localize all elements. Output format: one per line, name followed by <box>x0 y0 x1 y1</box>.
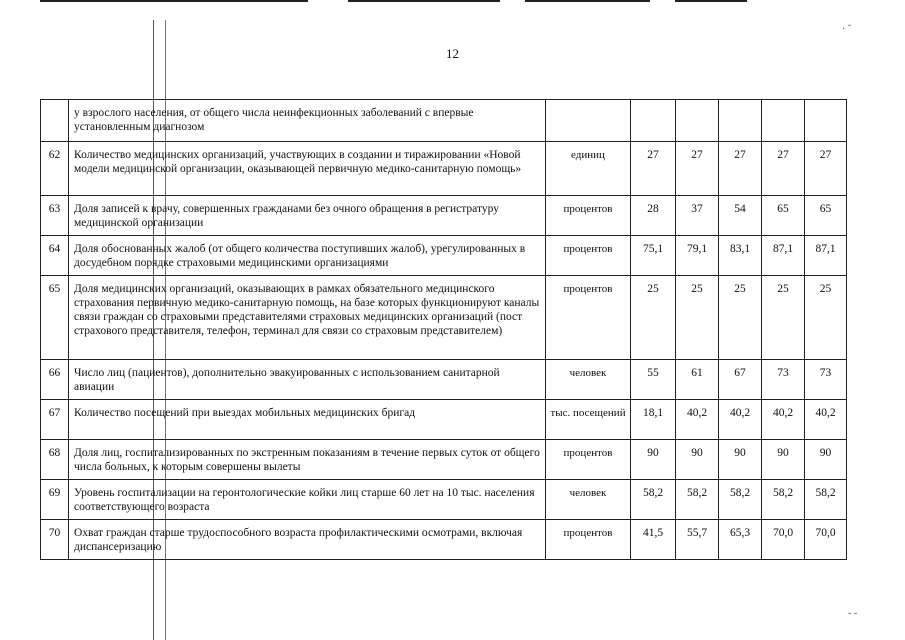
indicator-value: 58,2 <box>719 480 762 520</box>
unit-of-measure: единиц <box>546 142 631 196</box>
indicator-value <box>719 100 762 142</box>
indicator-name: Доля записей к врачу, совершенных гражданами без очного обращения в регистратуру медицинской организации <box>69 196 546 236</box>
unit-of-measure: процентов <box>546 276 631 360</box>
unit-of-measure: тыс. посещений <box>546 400 631 440</box>
indicator-value: 54 <box>719 196 762 236</box>
row-number: 70 <box>41 520 69 560</box>
indicator-value: 70,0 <box>762 520 805 560</box>
scan-artifact-line <box>348 0 500 2</box>
indicator-value: 87,1 <box>762 236 805 276</box>
row-number: 64 <box>41 236 69 276</box>
indicator-value: 58,2 <box>631 480 676 520</box>
indicator-value: 27 <box>631 142 676 196</box>
indicator-value: 65 <box>805 196 847 236</box>
unit-of-measure <box>546 100 631 142</box>
row-number: 65 <box>41 276 69 360</box>
unit-of-measure: процентов <box>546 236 631 276</box>
indicators-table <box>40 99 847 560</box>
indicator-name: Охват граждан старше трудоспособного возраста профилактическими осмотрами, включая диспансеризацию <box>69 520 546 560</box>
indicator-value: 79,1 <box>676 236 719 276</box>
scan-artifact-dots: ˘ ˘ <box>848 612 858 623</box>
indicator-value: 55,7 <box>676 520 719 560</box>
indicator-value: 28 <box>631 196 676 236</box>
indicator-value: 75,1 <box>631 236 676 276</box>
unit-of-measure: человек <box>546 480 631 520</box>
indicator-value: 40,2 <box>805 400 847 440</box>
table-row <box>41 480 847 520</box>
indicator-value: 83,1 <box>719 236 762 276</box>
indicator-value: 58,2 <box>805 480 847 520</box>
unit-of-measure: человек <box>546 360 631 400</box>
indicator-value: 41,5 <box>631 520 676 560</box>
indicator-value: 18,1 <box>631 400 676 440</box>
table-row <box>41 236 847 276</box>
row-number <box>41 100 69 142</box>
indicator-value: 25 <box>676 276 719 360</box>
indicator-value: 90 <box>676 440 719 480</box>
table-row <box>41 440 847 480</box>
indicator-value: 37 <box>676 196 719 236</box>
row-number: 66 <box>41 360 69 400</box>
indicator-value: 40,2 <box>676 400 719 440</box>
indicator-value: 58,2 <box>676 480 719 520</box>
indicator-value: 70,0 <box>805 520 847 560</box>
indicator-value: 90 <box>631 440 676 480</box>
indicator-value: 67 <box>719 360 762 400</box>
table-row <box>41 520 847 560</box>
row-number: 67 <box>41 400 69 440</box>
indicator-value: 25 <box>805 276 847 360</box>
indicator-value: 27 <box>762 142 805 196</box>
scan-artifact-line <box>675 0 747 2</box>
indicator-value <box>676 100 719 142</box>
indicator-name: Доля лиц, госпитализированных по экстренным показаниям в течение первых суток от общего числа больных, к которым совершены вылеты <box>69 440 546 480</box>
row-number: 69 <box>41 480 69 520</box>
indicator-value: 27 <box>676 142 719 196</box>
indicator-name: Доля обоснованных жалоб (от общего количества поступивших жалоб), урегулированных в досудебном порядке страховыми медицинскими организациями <box>69 236 546 276</box>
indicator-value: 27 <box>719 142 762 196</box>
indicator-value: 40,2 <box>719 400 762 440</box>
indicator-value: 58,2 <box>762 480 805 520</box>
unit-of-measure: процентов <box>546 440 631 480</box>
indicator-value: 90 <box>762 440 805 480</box>
indicator-value: 25 <box>631 276 676 360</box>
table-row <box>41 100 847 142</box>
indicator-value: 25 <box>719 276 762 360</box>
scan-artifact-line <box>525 0 650 2</box>
indicator-name: Количество медицинских организаций, участвующих в создании и тиражировании «Новой модели медицинской организации, оказывающей первичную медико-санитарную помощь» <box>69 142 546 196</box>
row-number: 63 <box>41 196 69 236</box>
table-row <box>41 400 847 440</box>
indicator-name: Уровень госпитализации на геронтологические койки лиц старше 60 лет на 10 тыс. населения соответствующего возраста <box>69 480 546 520</box>
row-number: 68 <box>41 440 69 480</box>
indicator-value: 87,1 <box>805 236 847 276</box>
unit-of-measure: процентов <box>546 196 631 236</box>
indicator-value: 90 <box>719 440 762 480</box>
indicator-value: 90 <box>805 440 847 480</box>
page-number: 12 <box>446 46 459 61</box>
indicator-name: Количество посещений при выездах мобильных медицинских бригад <box>69 400 546 440</box>
table-row <box>41 276 847 360</box>
scan-artifact-dots: · ˘ <box>842 24 852 35</box>
table-row <box>41 196 847 236</box>
indicator-name: у взрослого населения, от общего числа неинфекционных заболеваний с впервые установленным диагнозом <box>69 100 546 142</box>
row-number: 62 <box>41 142 69 196</box>
indicator-value <box>631 100 676 142</box>
indicator-value: 27 <box>805 142 847 196</box>
unit-of-measure: процентов <box>546 520 631 560</box>
indicator-value: 65 <box>762 196 805 236</box>
indicator-value: 55 <box>631 360 676 400</box>
indicator-value <box>762 100 805 142</box>
indicator-value: 73 <box>762 360 805 400</box>
table-row <box>41 142 847 196</box>
indicator-name: Число лиц (пациентов), дополнительно эвакуированных с использованием санитарной авиации <box>69 360 546 400</box>
table-row <box>41 360 847 400</box>
scan-artifact-line <box>40 0 308 2</box>
indicator-value: 40,2 <box>762 400 805 440</box>
indicator-value: 25 <box>762 276 805 360</box>
indicator-value <box>805 100 847 142</box>
indicator-value: 73 <box>805 360 847 400</box>
indicator-name: Доля медицинских организаций, оказывающих в рамках обязательного медицинского страхования первичную медико-санитарную помощь, на базе которых функционируют каналы связи граждан со страховыми представителями страховых медицинских организаций (пост страхового представителя, телефон, терминал для связи со страховым представителем) <box>69 276 546 360</box>
indicator-value: 61 <box>676 360 719 400</box>
indicator-value: 65,3 <box>719 520 762 560</box>
